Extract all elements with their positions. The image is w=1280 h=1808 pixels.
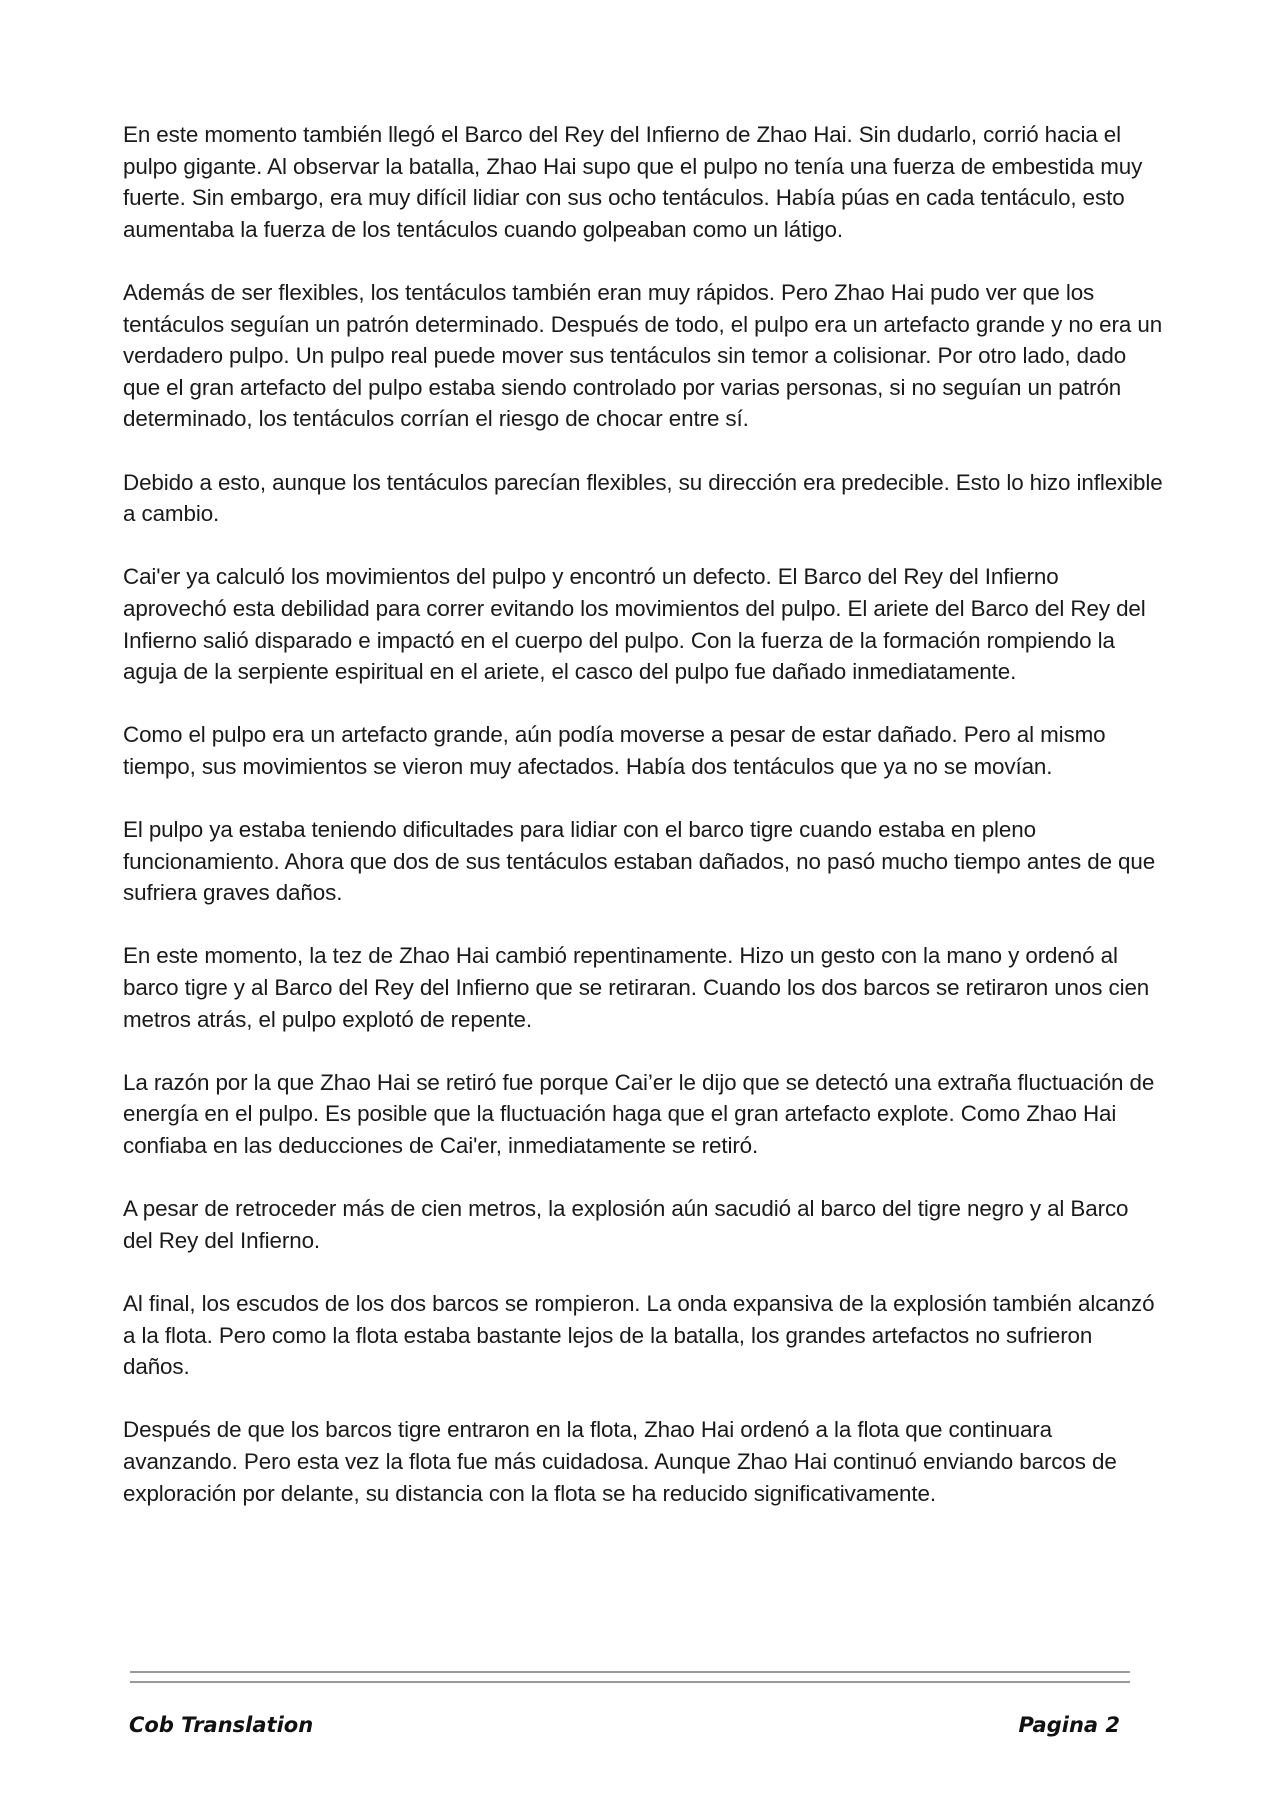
footer-divider-bottom: [130, 1681, 1130, 1683]
paragraph: En este momento, la tez de Zhao Hai cambió repentinamente. Hizo un gesto con la mano y ordenó al barco tigre y al Barco del Rey del Infierno que se retiraran. Cuando los dos barcos se retiraron unos cien metros atrás, el pulpo explotó de repente.: [123, 943, 1150, 1032]
footer-publisher: Cob Translation: [129, 1713, 314, 1737]
footer-divider-top: [130, 1671, 1130, 1673]
paragraph: Después de que los barcos tigre entraron en la flota, Zhao Hai ordenó a la flota que continuara avanzando. Pero esta vez la flota fue más cuidadosa. Aunque Zhao Hai continuó enviando barcos de exploración por delante, su distancia con la flota se ha reducido significativamente.: [123, 1417, 1117, 1506]
paragraph: Además de ser flexibles, los tentáculos también eran muy rápidos. Pero Zhao Hai pudo ver que los tentáculos seguían un patrón determinado. Después de todo, el pulpo era un artefacto grande y no era un verdadero pulpo. Un pulpo real puede mover sus tentáculos sin temor a colisionar. Por otro lado, dado que el gran artefacto del pulpo estaba siendo controlado por varias personas, si no seguían un patrón determinado, los tentáculos corrían el riesgo de chocar entre sí.: [123, 279, 1163, 432]
footer-page-number: Pagina 2: [1018, 1713, 1120, 1737]
paragraph: La razón por la que Zhao Hai se retiró fue porque Cai’er le dijo que se detectó una extraña fluctuación de energía en el pulpo. Es posible que la fluctuación haga que el gran artefacto explote. Como Zhao Hai confiaba en las deducciones de Cai'er, inmediatamente se retiró.: [123, 1069, 1155, 1158]
paragraph: A pesar de retroceder más de cien metros, la explosión aún sacudió al barco del tigre negro y al Barco del Rey del Infierno.: [123, 1196, 1129, 1253]
paragraph: El pulpo ya estaba teniendo dificultades para lidiar con el barco tigre cuando estaba en pleno funcionamiento. Ahora que dos de sus tentáculos estaban dañados, no pasó mucho tiempo antes de que sufriera graves daños.: [123, 817, 1156, 906]
paragraph: Al final, los escudos de los dos barcos se rompieron. La onda expansiva de la explosión también alcanzó a la flota. Pero como la flota estaba bastante lejos de la batalla, los grandes artefactos no sufrieron daños.: [123, 1290, 1155, 1380]
document-body: [123, 119, 1163, 1541]
paragraph: Debido a esto, aunque los tentáculos parecían flexibles, su dirección era predecible. Esto lo hizo inflexible a cambio.: [123, 469, 1163, 527]
paragraph: En este momento también llegó el Barco del Rey del Infierno de Zhao Hai. Sin dudarlo, corrió hacia el pulpo gigante. Al observar la batalla, Zhao Hai supo que el pulpo no tenía una fuerza de embestida muy fuerte. Sin embargo, era muy difícil lidiar con sus ocho tentáculos. Había púas en cada tentáculo, esto aumentaba la fuerza de los tentáculos cuando golpeaban como un látigo.: [123, 122, 1143, 242]
paragraph: Cai'er ya calculó los movimientos del pulpo y encontró un defecto. El Barco del Rey del Infierno aprovechó esta debilidad para correr evitando los movimientos del pulpo. El ariete del Barco del Rey del Infierno salió disparado e impactó en el cuerpo del pulpo. Con la fuerza de la formación rompiendo la aguja de la serpiente espiritual en el ariete, el casco del pulpo fue dañado inmediatamente.: [123, 564, 1146, 685]
paragraph: Como el pulpo era un artefacto grande, aún podía moverse a pesar de estar dañado. Pero al mismo tiempo, sus movimientos se vieron muy afectados. Había dos tentáculos que ya no se movían.: [123, 722, 1106, 779]
